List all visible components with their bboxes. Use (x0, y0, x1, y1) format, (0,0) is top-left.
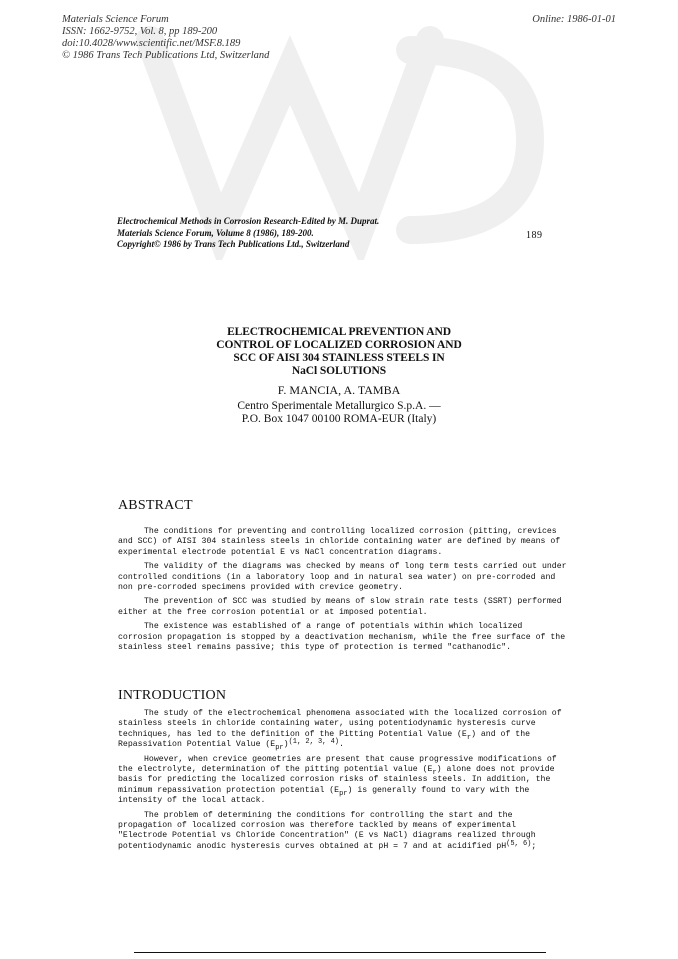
journal-info-header (62, 14, 269, 62)
journal-name: Materials Science Forum (62, 14, 169, 25)
intro-paragraph-1: The study of the electrochemical phenomena associated with the localized corrosion of stainless steels in chloride containing water, using potentiodynamic hysteresis curve techniques, has led to the definition of the Pitting Potential Value $(E_r)$ and of the Repassivation Potential Value $(E_{pr})^{(1, 2, 3, 4)}$. (118, 709, 562, 753)
issn-line: ISSN: 1662-9752, Vol. 8, pp 189-200 (62, 26, 218, 37)
introduction-heading: INTRODUCTION (118, 688, 227, 703)
author-block (0, 384, 678, 426)
author-names: F. MANCIA, A. TAMBA (277, 383, 401, 397)
title-line-2: CONTROL OF LOCALIZED CORROSION AND (216, 339, 462, 351)
affiliation-line-1: Centro Sperimentale Metallurgico S.p.A. — (237, 400, 441, 412)
intro-paragraph-2: However, when crevice geometries are present that cause progressive modifications of the electrolyte, determination of the pitting potential value $(E_r)$ alone does not provide basis for predicting the localized corrosion risks of stainless steels. In addition, the minimum repassivation protection potential $(E_{pr})$ is generally found to vary with the intensity of the local attack. (118, 754, 557, 806)
title-line-4: NaCl SOLUTIONS (291, 365, 387, 377)
citation-line-2: Materials Science Forum, Volume 8 (1986), 189-200. (117, 227, 314, 238)
copyright-line: © 1986 Trans Tech Publications Ltd, Switzerland (62, 50, 270, 61)
page-bottom-rule (134, 952, 546, 953)
introduction-body (118, 709, 568, 856)
abstract-paragraph-3: The prevention of SCC was studied by means of slow strain rate tests (SSRT) performed either at the free corrosion potential or at imposed potential. (118, 597, 562, 617)
abstract-paragraph-4: The existence was established of a range of potentials within which localized corrosion propagation is stopped by a deactivation mechanism, while the free surface of the stainless steel remains passive; this type of protection is termed "cathanodic". (118, 622, 566, 653)
citation-refs: (1, 2, 3, 4) (288, 738, 339, 747)
doi-line[interactable]: doi:10.4028/www.scientific.net/MSF.8.189 (62, 38, 241, 49)
citation-line-3: Copyright© 1986 by Trans Tech Publications Ltd., Switzerland (117, 239, 350, 249)
title-line-3: SCC OF AISI 304 STAINLESS STEELS IN (233, 352, 445, 364)
paper-title (0, 326, 678, 378)
abstract-paragraph-1: The conditions for preventing and controlling localized corrosion (pitting, crevices and SCC) of AISI 304 stainless steels in chloride containing water are defined by means of experimental electrode potential E vs NaCl concentration diagrams. (118, 527, 561, 557)
page-number: 189 (526, 230, 543, 241)
title-line-1: ELECTROCHEMICAL PREVENTION AND (227, 326, 451, 338)
citation-refs: (5, 6) (506, 839, 532, 848)
abstract-heading: ABSTRACT (118, 498, 193, 513)
citation-block (117, 216, 379, 251)
citation-line-1: Electrochemical Methods in Corrosion Research-Edited by M. Duprat. (117, 216, 380, 226)
abstract-paragraph-2: The validity of the diagrams was checked by means of long term tests carried out under controlled conditions (in a laboratory loop and in natural sea water) on pre-corroded and non pre-corroded specimens provided with crevice geometry. (118, 562, 567, 593)
abstract-body (118, 527, 568, 657)
online-date: Online: 1986-01-01 (532, 14, 616, 25)
intro-paragraph-3: The problem of determining the conditions for controlling the start and the propagation of localized corrosion was therefore tackled by means of experimental "Electrode Potential vs Chloride Concentration" (E vs NaCl) diagrams realized through potentiodynamic anodic hysteresis curves obtained at pH = 7 and at acidified pH$^{(5, 6)}$; (118, 810, 537, 851)
affiliation-line-2: P.O. Box 1047 00100 ROMA-EUR (Italy) (241, 413, 437, 425)
